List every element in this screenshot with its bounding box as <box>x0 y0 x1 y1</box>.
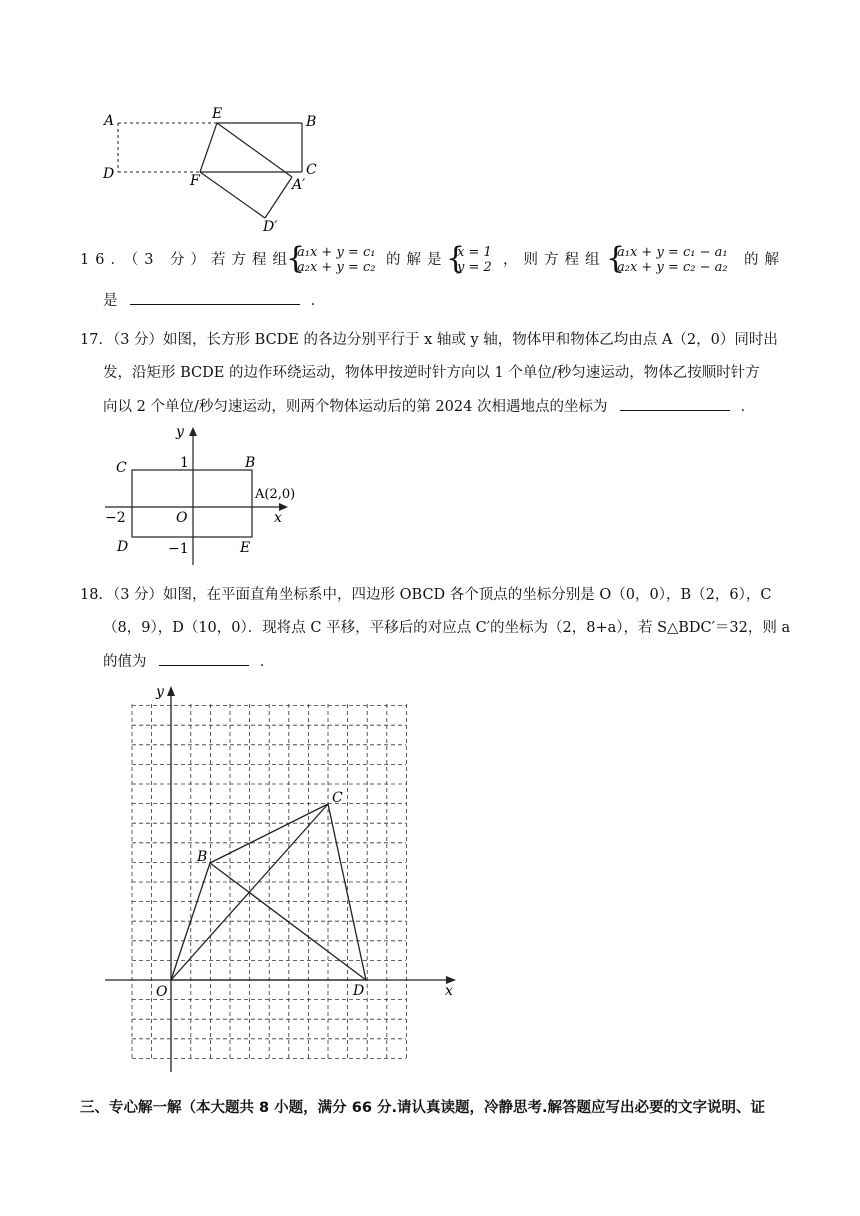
q16-line2-suffix: ． <box>310 293 326 309</box>
q16-prefix: 16．（3 分）若方程组 <box>80 252 294 268</box>
label-D: D <box>103 166 115 182</box>
q17-line1: 17．（3 分）如图，长方形 BCDE 的各边分别平行于 x 轴或 y 轴，物体甲和物体乙均由点 A（2，0）同时出 <box>80 332 778 348</box>
q16-brace-1: { <box>286 241 306 276</box>
q17-label-C: C <box>116 460 127 476</box>
q18-line3-prefix: 的值为 <box>103 654 147 670</box>
q17-rectangle-figure <box>100 420 300 570</box>
q17-line3-prefix: 向以 2 个单位/秒匀速运动，则两个物体运动后的第 2024 次相遇地点的坐标为 <box>103 399 608 415</box>
q16-suffix: 的解 <box>744 252 785 268</box>
fold-rectangle-figure <box>95 105 325 235</box>
q16-sys2-eq1: a₁x + y = c₁ − a₁ <box>617 245 728 260</box>
label-F: F <box>190 173 200 189</box>
q17-label-E: E <box>240 540 251 556</box>
label-D-prime: D′ <box>263 219 278 235</box>
q16-line2 <box>103 290 325 311</box>
q18-label-x: x <box>445 983 453 999</box>
q17-label-A: A(2,0) <box>255 487 296 502</box>
q17-label-x: x <box>274 510 282 526</box>
q17-line3 <box>103 396 755 417</box>
q16-sys2-eq2: a₂x + y = c₂ − a₂ <box>617 260 728 275</box>
q16-sol-eq1: x = 1 <box>457 245 492 260</box>
q18-answer-blank[interactable] <box>159 651 249 666</box>
q17-label-D: D <box>117 539 129 555</box>
q16-system-1 <box>297 245 375 275</box>
label-A: A <box>104 113 115 129</box>
q17-label-minus-two: −2 <box>105 510 126 526</box>
q17-answer-blank[interactable] <box>620 396 730 411</box>
q16-line2-prefix: 是 <box>103 293 118 309</box>
q16-sys1-eq2: a₂x + y = c₂ <box>297 260 376 275</box>
q16-brace-3: { <box>606 241 626 276</box>
q17-line2: 发，沿矩形 BCDE 的边作环绕运动，物体甲按逆时针方向以 1 个单位/秒匀速运动，物体乙按顺时针方 <box>103 365 760 381</box>
q18-line1: 18．（3 分）如图，在平面直角坐标系中，四边形 OBCD 各个顶点的坐标分别是 O（0，0），B（2，6），C <box>80 587 772 603</box>
q17-label-B: B <box>245 455 256 471</box>
section-3-heading: 三、专心解一解（本大题共 8 小题，满分 66 分.请认真读题，冷静思考.解答题应写出必要的文字说明、证 <box>80 1100 765 1116</box>
q16-mid2: ，则方程组 <box>503 252 606 268</box>
q17-label-O: O <box>176 510 188 526</box>
q18-coordinate-grid-figure <box>100 682 470 1077</box>
q16-answer-blank[interactable] <box>130 290 300 305</box>
q18-label-B: B <box>197 849 208 865</box>
q16-sol-eq2: y = 2 <box>457 260 492 275</box>
q18-line3-suffix: ． <box>259 654 275 670</box>
q17-line3-suffix: ． <box>740 399 756 415</box>
q18-label-y: y <box>156 684 164 700</box>
q18-label-C: C <box>332 790 343 806</box>
grid-lines <box>132 704 406 1058</box>
q16-system-2 <box>617 245 728 275</box>
label-B: B <box>306 114 317 130</box>
q16-sys1-eq1: a₁x + y = c₁ <box>297 245 376 260</box>
label-A-prime: A′ <box>292 177 306 193</box>
q17-label-y: y <box>176 424 184 440</box>
q16-brace-2: { <box>446 241 466 276</box>
label-E: E <box>212 106 223 122</box>
q17-label-one: 1 <box>180 455 189 471</box>
q16-solution <box>457 245 492 275</box>
q18-line2: （8，9），D（10，0）．现将点 C 平移，平移后的对应点 C′的坐标为（2，8+a），若 S△BDC′＝32，则 a <box>103 620 791 636</box>
q18-label-O: O <box>156 984 168 1000</box>
q16-mid1: 的解是 <box>386 252 448 268</box>
q18-label-D: D <box>353 983 365 999</box>
q17-label-minus-one: −1 <box>168 541 189 557</box>
label-C: C <box>306 162 317 178</box>
q18-line3 <box>103 651 274 672</box>
